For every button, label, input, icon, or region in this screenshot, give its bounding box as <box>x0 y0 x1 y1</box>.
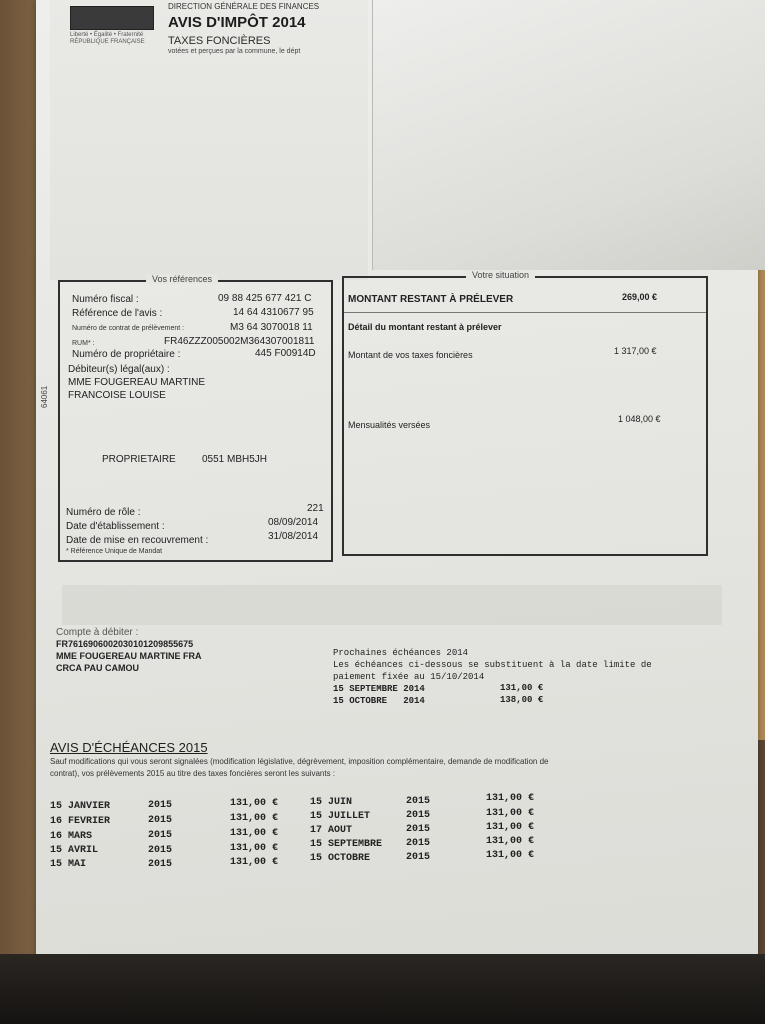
ref-label: Numéro fiscal : <box>72 294 139 305</box>
ref-value: M3 64 3070018 11 <box>230 322 313 333</box>
schedule-year: 2015 <box>148 830 173 841</box>
header-subline: votées et perçues par la commune, le dépt <box>168 48 301 55</box>
recovery-date-label: Date de mise en recouvrement : <box>66 535 209 546</box>
marianne-logo <box>70 6 154 30</box>
schedule-date: 15 JUIN <box>310 797 353 808</box>
ref-label: Numéro de propriétaire : <box>72 349 181 360</box>
schedule-date: 16 MARS <box>50 831 93 842</box>
schedule-date: 16 FEVRIER <box>50 816 111 827</box>
schedule-amount: 131,00 € <box>486 836 535 847</box>
rum-footnote: * Référence Unique de Mandat <box>66 548 163 555</box>
account-label: Compte à débiter : <box>56 627 139 638</box>
account-bank: CRCA PAU CAMOU <box>56 663 139 673</box>
schedule-year: 2015 <box>148 800 173 811</box>
situation-divider <box>344 312 706 313</box>
role-label: Numéro de rôle : <box>66 507 141 518</box>
establishment-date-value: 08/09/2014 <box>268 517 319 528</box>
debtor-name: MME FOUGEREAU MARTINE <box>68 377 206 388</box>
establishment-date-label: Date d'établissement : <box>66 521 165 532</box>
schedule-date: 15 OCTOBRE <box>310 853 371 864</box>
schedule-title: AVIS D'ÉCHÉANCES 2015 <box>50 740 208 755</box>
schedule-amount: 131,00 € <box>230 857 279 868</box>
envelope-overlap <box>372 0 765 270</box>
schedule-year: 2015 <box>148 859 173 870</box>
next-title: Prochaines échéances 2014 <box>333 648 469 658</box>
schedule-year: 2015 <box>148 845 173 856</box>
schedule-amount: 131,00 € <box>486 808 535 819</box>
paid-value: 1 048,00 € <box>618 414 661 424</box>
schedule-date: 15 JANVIER <box>50 801 111 812</box>
header-title: AVIS D'IMPÔT 2014 <box>168 14 306 31</box>
schedule-date: 15 JUILLET <box>310 811 371 822</box>
next-row-date: 15 OCTOBRE 2014 <box>333 696 425 706</box>
ref-value: 09 88 425 677 421 C <box>218 293 312 304</box>
debtor-name-2: FRANCOISE LOUISE <box>68 390 166 401</box>
ref-value: 14 64 4310677 95 <box>233 307 314 318</box>
debtor-label: Débiteur(s) légal(aux) : <box>68 364 170 375</box>
schedule-year: 2015 <box>148 815 173 826</box>
ref-value: FR46ZZZ005002M364307001811 <box>164 336 315 347</box>
logo-caption: Liberté • Égalité • Fraternité RÉPUBLIQUE FRANÇAISE <box>70 32 145 45</box>
recovery-date-value: 31/08/2014 <box>268 531 319 542</box>
ref-label: Référence de l'avis : <box>72 308 163 319</box>
schedule-date: 15 MAI <box>50 859 87 870</box>
next-row-amount: 131,00 € <box>500 683 544 693</box>
schedule-amount: 131,00 € <box>230 813 279 824</box>
owner-label: PROPRIETAIRE <box>102 454 176 465</box>
next-row-date: 15 SEPTEMBRE 2014 <box>333 684 425 694</box>
ref-value: 445 F00914D <box>255 348 316 359</box>
references-legend: Vos références <box>146 274 218 284</box>
ref-label: RUM* : <box>72 340 95 347</box>
blank-band <box>62 585 722 625</box>
watermark-logo <box>640 990 755 1020</box>
schedule-year: 2015 <box>406 838 431 849</box>
schedule-amount: 131,00 € <box>230 843 279 854</box>
account-holder: MME FOUGEREAU MARTINE FRA <box>56 651 202 661</box>
schedule-date: 15 AVRIL <box>50 845 99 856</box>
situation-legend: Votre situation <box>466 270 535 280</box>
schedule-year: 2015 <box>406 852 431 863</box>
schedule-year: 2015 <box>406 824 431 835</box>
schedule-amount: 131,00 € <box>230 828 279 839</box>
role-value: 221 <box>307 503 324 514</box>
schedule-date: 17 AOUT <box>310 825 353 836</box>
next-line-1: Les échéances ci-dessous se substituent à la date limite de <box>333 660 652 670</box>
next-line-2: paiement fixée au 15/10/2014 <box>333 672 485 682</box>
taxes-label: Montant de vos taxes foncières <box>348 350 473 360</box>
schedule-date: 15 SEPTEMBRE <box>310 839 383 850</box>
header-org: DIRECTION GÉNÉRALE DES FINANCES <box>168 2 320 11</box>
account-iban: FR7616906002030101209855675 <box>56 639 194 649</box>
schedule-amount: 131,00 € <box>486 850 535 861</box>
schedule-note-2: contrat), vos prélèvements 2015 au titre des taxes foncières seront les suivants : <box>50 769 336 778</box>
schedule-amount: 131,00 € <box>486 822 535 833</box>
next-row-amount: 138,00 € <box>500 695 544 705</box>
side-code: 64061 <box>40 385 49 408</box>
paid-label: Mensualités versées <box>348 420 431 430</box>
header-subtitle: TAXES FONCIÈRES <box>168 35 271 47</box>
schedule-amount: 131,00 € <box>230 798 279 809</box>
remaining-value: 269,00 € <box>622 292 658 302</box>
schedule-note-1: Sauf modifications qui vous seront signalées (modification législative, dégrèvement, imposition complémentaire, demande de modification de <box>50 757 549 766</box>
schedule-amount: 131,00 € <box>486 793 535 804</box>
owner-value: 0551 MBH5JH <box>202 454 268 465</box>
ref-label: Numéro de contrat de prélèvement : <box>72 325 185 332</box>
detail-title: Détail du montant restant à prélever <box>348 322 502 332</box>
schedule-year: 2015 <box>406 810 431 821</box>
taxes-value: 1 317,00 € <box>614 346 657 356</box>
remaining-label: MONTANT RESTANT À PRÉLEVER <box>348 294 514 305</box>
schedule-year: 2015 <box>406 796 431 807</box>
